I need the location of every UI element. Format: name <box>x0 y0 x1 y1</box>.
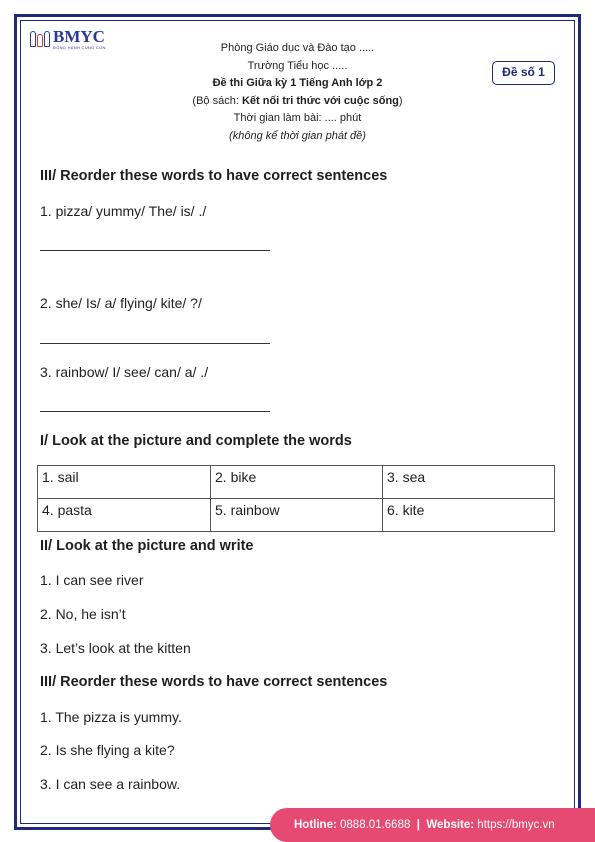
answer-item: 3. I can see a rainbow. <box>40 776 181 792</box>
exam-title: Đề thi Giữa kỳ 1 Tiếng Anh lớp 2 <box>212 77 383 89</box>
answers-table <box>37 465 555 532</box>
reorder-item-2: 2. she/ Is/ a/ flying/ kite/ ?/ <box>40 295 202 311</box>
table-cell: 4. pasta <box>38 499 211 532</box>
website-link[interactable]: https://bmyc.vn <box>477 819 555 831</box>
answers-heading-part1: I/ Look at the picture and complete the words <box>40 433 352 449</box>
table-row <box>38 499 555 532</box>
time-note: (không kể thời gian phát đề) <box>229 129 366 142</box>
contact-footer <box>270 808 595 842</box>
logo-name: BMYC <box>53 27 105 46</box>
answer-item: 2. No, he isn’t <box>40 606 126 622</box>
time-limit: Thời gian làm bài: .... phút <box>233 112 362 124</box>
table-cell: 1. sail <box>38 466 211 499</box>
answer-line-1 <box>40 250 270 251</box>
answer-line-3 <box>40 411 270 412</box>
school: Trường Tiểu học ..... <box>247 59 348 72</box>
table-cell: 3. sea <box>383 466 555 499</box>
book-suffix: ) <box>398 94 403 107</box>
table-row <box>38 466 555 499</box>
section-heading-reorder: III/ Reorder these words to have correct sentences <box>40 168 388 184</box>
exam-header <box>0 40 595 145</box>
answer-item: 2. Is she flying a kite? <box>40 742 175 758</box>
hotline-label: Hotline: <box>294 819 337 831</box>
book-name: Kết nối tri thức với cuộc sống <box>241 94 399 107</box>
logo-tagline: ĐỒNG HÀNH CÙNG CON <box>53 45 106 50</box>
reorder-item-3: 3. rainbow/ I/ see/ can/ a/ ./ <box>40 364 209 380</box>
website-label: Website: <box>426 819 475 831</box>
book-series <box>0 93 595 111</box>
answer-item: 1. The pizza is yummy. <box>40 709 182 725</box>
answer-item: 1. I can see river <box>40 572 144 588</box>
footer-separator: | <box>416 819 420 831</box>
book-prefix: (Bộ sách: <box>192 94 242 107</box>
table-cell: 5. rainbow <box>211 499 383 532</box>
table-cell: 6. kite <box>383 499 555 532</box>
answers-heading-part3: III/ Reorder these words to have correct sentences <box>40 674 388 690</box>
answers-heading-part2: II/ Look at the picture and write <box>40 538 254 554</box>
department: Phòng Giáo dục và Đào tạo ..... <box>220 42 375 54</box>
answer-line-2 <box>40 343 270 344</box>
table-cell: 2. bike <box>211 466 383 499</box>
answer-item: 3. Let’s look at the kitten <box>40 640 191 656</box>
hotline-number[interactable]: 0888.01.6688 <box>340 819 411 831</box>
reorder-item-1: 1. pizza/ yummy/ The/ is/ ./ <box>40 203 207 219</box>
exam-number-badge: Đề số 1 <box>492 61 555 85</box>
